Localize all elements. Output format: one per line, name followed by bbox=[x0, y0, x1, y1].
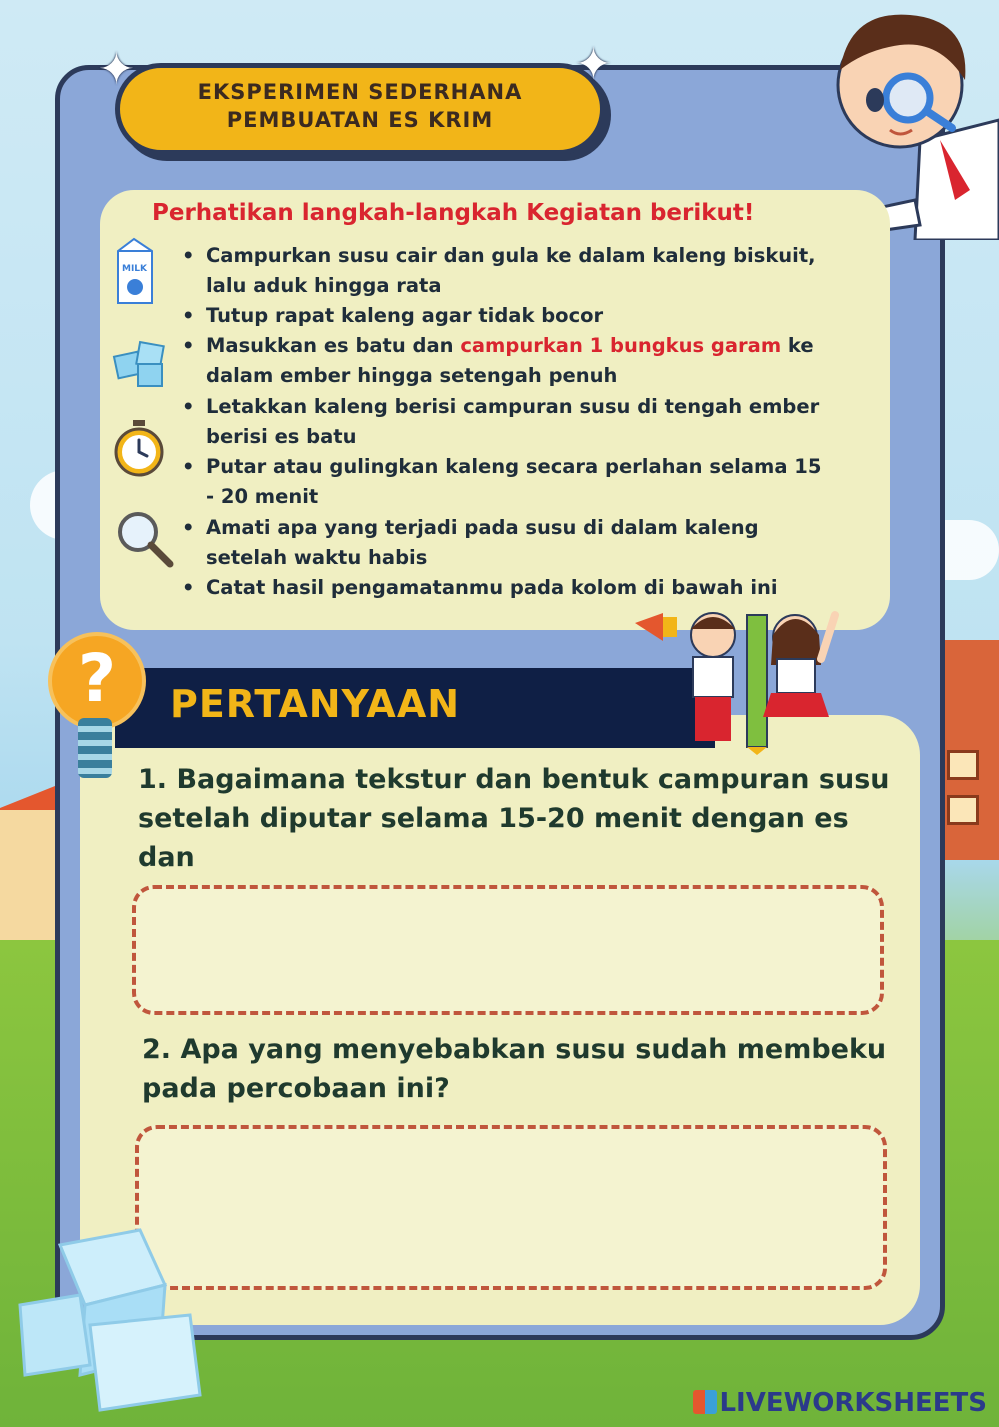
step-item bbox=[182, 392, 862, 452]
bullet: • bbox=[182, 516, 195, 539]
step-highlight: campurkan 1 bungkus garam bbox=[460, 334, 782, 357]
step-line: dalam ember hingga setengah penuh bbox=[206, 364, 618, 387]
building-window bbox=[947, 795, 979, 825]
step-item bbox=[182, 573, 862, 603]
step-text: Masukkan es batu dan bbox=[206, 334, 461, 357]
answer-box-1[interactable] bbox=[132, 885, 884, 1015]
bullet: • bbox=[182, 576, 195, 599]
title-line-2: PEMBUATAN ES KRIM bbox=[226, 108, 494, 132]
question-1-line: 1. Bagaimana tekstur dan bentuk campuran susu bbox=[138, 764, 890, 795]
step-line: - 20 menit bbox=[206, 485, 319, 508]
building-window bbox=[947, 750, 979, 780]
step-line: Catat hasil pengamatanmu pada kolom di bawah ini bbox=[206, 576, 778, 599]
step-item bbox=[182, 301, 862, 331]
step-item bbox=[182, 513, 862, 573]
step-line: Campurkan susu cair dan gula ke dalam kaleng biskuit, bbox=[206, 244, 816, 267]
step-line: Putar atau gulingkan kaleng secara perlahan selama 15 bbox=[206, 455, 822, 478]
sparkle-icon: ✦ bbox=[98, 44, 135, 95]
step-line: Amati apa yang terjadi pada susu di dalam kaleng bbox=[206, 516, 759, 539]
step-line: Letakkan kaleng berisi campuran susu di tengah ember bbox=[206, 395, 820, 418]
ice-cubes-illustration bbox=[0, 1225, 230, 1415]
lightbulb-base bbox=[78, 718, 112, 778]
liveworksheets-icon bbox=[693, 1390, 717, 1414]
title-banner bbox=[115, 63, 605, 155]
kids-megaphone-illustration bbox=[635, 605, 845, 755]
lightbulb-question-icon bbox=[48, 632, 146, 730]
brand-text: LIVEWORKSHEETS bbox=[719, 1388, 987, 1418]
step-line: lalu aduk hingga rata bbox=[206, 274, 442, 297]
question-2-line: 2. Apa yang menyebabkan susu sudah membeku bbox=[142, 1034, 887, 1065]
bullet: • bbox=[182, 334, 195, 357]
house bbox=[0, 810, 60, 940]
bullet: • bbox=[182, 395, 195, 418]
step-item bbox=[182, 331, 862, 391]
stopwatch-icon bbox=[112, 418, 166, 478]
liveworksheets-logo[interactable] bbox=[693, 1388, 987, 1418]
magnifier-icon bbox=[114, 508, 176, 570]
question-2 bbox=[142, 1030, 902, 1108]
step-line: Tutup rapat kaleng agar tidak bocor bbox=[206, 304, 604, 327]
steps-heading: Perhatikan langkah-langkah Kegiatan berikut! bbox=[152, 200, 755, 226]
bullet: • bbox=[182, 304, 195, 327]
milk-label: MILK bbox=[122, 264, 148, 274]
bullet: • bbox=[182, 244, 195, 267]
questions-header bbox=[115, 668, 715, 748]
question-1-line: setelah diputar selama 15-20 menit dengan es dan bbox=[138, 803, 849, 873]
answer-box-2[interactable] bbox=[135, 1125, 887, 1290]
bullet: • bbox=[182, 455, 195, 478]
step-item bbox=[182, 452, 862, 512]
step-line: berisi es batu bbox=[206, 425, 357, 448]
milk-carton-icon bbox=[110, 235, 160, 307]
step-item bbox=[182, 241, 862, 301]
ice-cubes-icon bbox=[108, 332, 178, 390]
title-line-1: EKSPERIMEN SEDERHANA bbox=[197, 80, 523, 104]
step-line bbox=[206, 331, 862, 361]
question-2-line: pada percobaan ini? bbox=[142, 1073, 450, 1104]
step-line: setelah waktu habis bbox=[206, 546, 428, 569]
sparkle-icon: ✦ bbox=[575, 39, 612, 90]
step-text: ke bbox=[781, 334, 814, 357]
questions-heading: PERTANYAAN bbox=[170, 682, 461, 726]
question-mark: ? bbox=[77, 640, 117, 717]
